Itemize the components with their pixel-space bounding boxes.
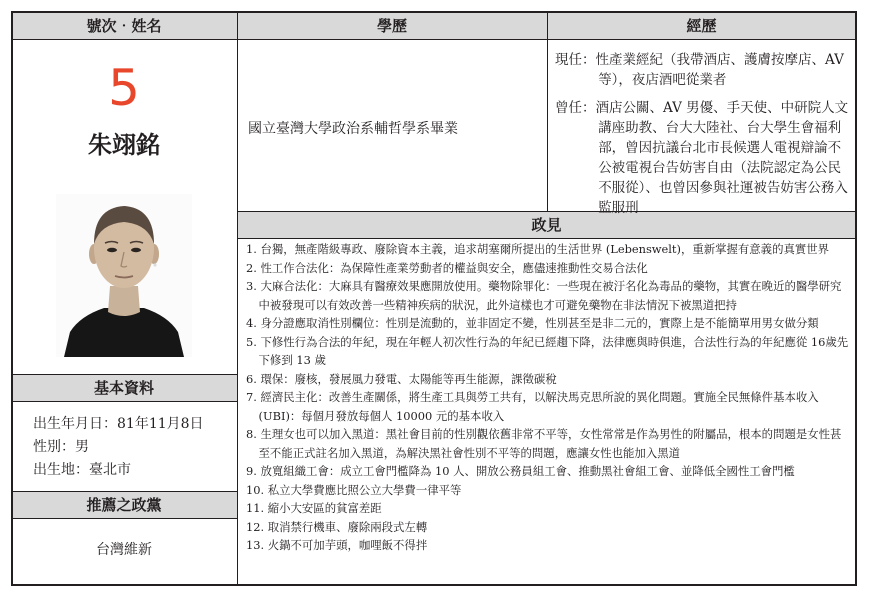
birthplace: 出生地：臺北市 [33,462,131,478]
platform-list [246,240,852,555]
header-number-name: 號次‧姓名 [11,12,237,39]
party-name: 台灣維新 [96,542,152,558]
birthdate: 出生年月日：81年11月8日 [33,416,204,432]
platform-item: 1. 台獨，無產階級專政、廢除資本主義，追求胡塞爾所提出的生活世界 (Lebenswelt)，重新掌握有意義的真實世界 [246,242,830,256]
experience-former: 曾任：酒店公關、AV 男優、手天使、中研院人文講座助教、台大大陸社、台大學生會福利部，曾因抗議台北市長候選人電視辯論不公被電視台告妨害自由（法院認定為公民不服從）、也曾因參與社運被告妨害公務入監服刑 [555,100,849,216]
header-basic-info: 基本資料 [11,374,237,401]
platform-item: 7. 經濟民主化：改善生產關係，將生產工具與勞工共有，以解決馬克思所說的異化問題。實施全民無條件基本收入 (UBI)：每個月發放每個人 10000 元的基本收入 [246,390,819,423]
platform-item: 10. 私立大學費應比照公立大學費一律平等 [246,482,462,497]
experience-current: 現任：性產業經紀（我帶酒店、護膚按摩店、AV 等），夜店酒吧從業者 [555,52,844,88]
experience-text [555,50,853,226]
header-education: 學歷 [237,12,547,39]
platform-item: 3. 大麻合法化：大麻具有醫療效果應開放使用。藥物除罪化：一些現在被汙名化為毒品的藥物，其實在晚近的醫學研究中被發現可以有效改善一些精神疾病的狀況，此外這樣也才可避免藥物在非法情況下被黑道把持 [246,279,842,312]
platform-item: 8. 生理女也可以加入黑道：黑社會目前的性別觀依舊非常不平等，女性常常是作為男性的附屬品，根本的問題是女性甚至不能正式註名加入黑道，為解決黑社會性別不平等的問題，應讓女性也能加入黑道 [246,427,842,460]
platform-item: 11. 縮小大安區的貧富差距 [246,501,382,515]
candidate-photo [56,194,192,357]
platform-item: 4. 身分證應取消性別欄位：性別是流動的，並非固定不變，性別甚至是非二元的，實際上是不能簡單用男女做分類 [246,316,819,330]
platform-item: 13. 火鍋不可加芋頭，咖哩飯不得拌 [246,538,428,552]
platform-item: 5. 下修性行為合法的年紀，現在年輕人初次性行為的年紀已經趨下降，法律應與時俱進，合法性行為的年紀應從 16歲先下修到 13 歲 [246,334,849,367]
gender: 性別：男 [33,439,89,455]
header-experience: 經歷 [547,12,856,39]
basic-info [33,413,233,482]
candidate-number: 5 [108,59,140,117]
platform-item: 2. 性工作合法化：為保障性產業勞動者的權益與安全，應儘速推動性交易合法化 [246,260,648,275]
platform-item: 6. 環保：廢核，發展風力發電、太陽能等再生能源，課徵碳稅 [246,371,557,386]
header-platform: 政見 [237,211,856,238]
platform-item: 9. 放寬組織工會：成立工會門檻降為 10 人、開放公務員組工會、推動黑社會組工會、並降低全國性工會門檻 [246,464,795,478]
header-party: 推薦之政黨 [11,491,237,518]
candidate-name: 朱翊銘 [88,131,160,159]
education-text: 國立臺灣大學政治系輔哲學系畢業 [248,121,458,137]
platform-item: 12. 取消禁行機車、廢除兩段式左轉 [246,519,428,534]
